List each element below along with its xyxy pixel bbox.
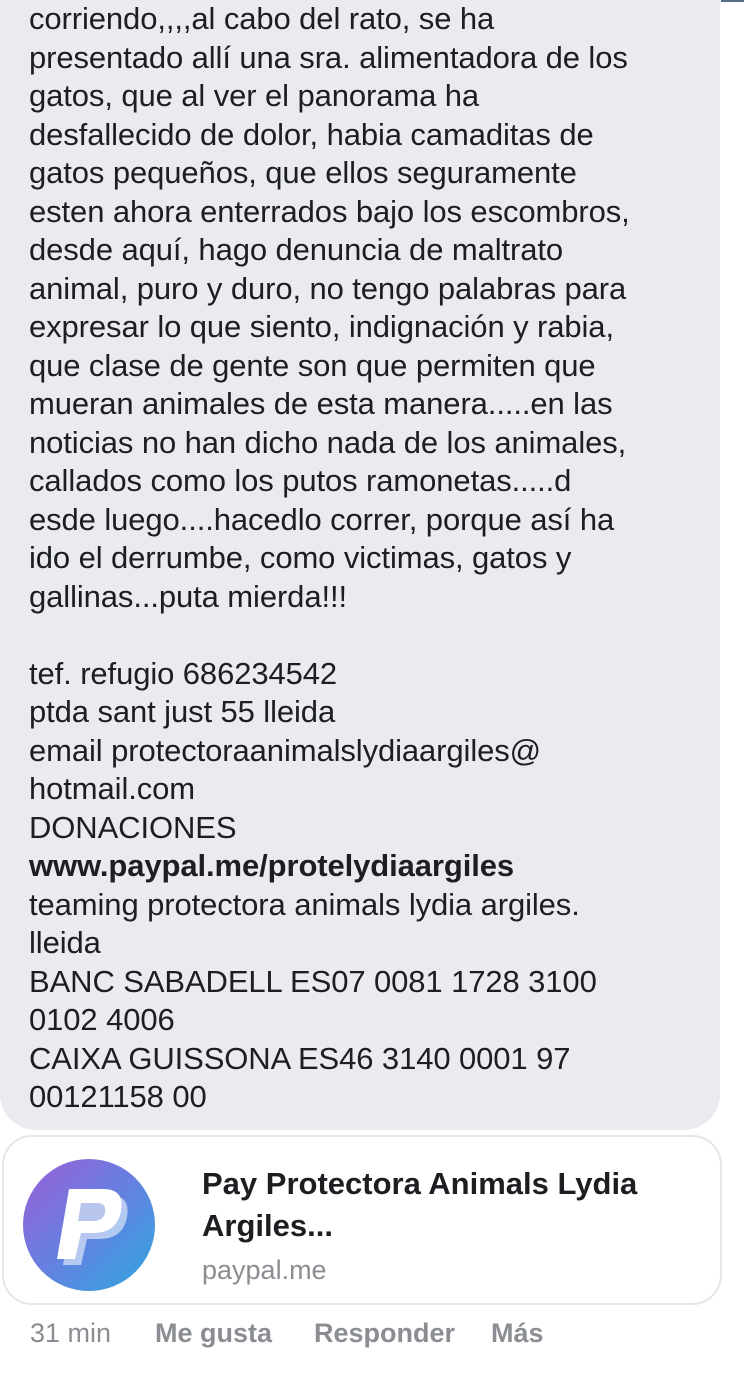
comment-line: gallinas...puta mierda!!! (29, 578, 348, 614)
teaming-line: teaming protectora animals lydia argiles. (29, 886, 580, 922)
paypal-logo-icon (23, 1159, 155, 1291)
like-button[interactable]: Me gusta (155, 1318, 273, 1348)
comment-line: expresar lo que siento, indignación y rabia, (29, 309, 614, 344)
comment-line: esde luego....hacedlo correr, porque así ha (29, 501, 615, 537)
donations-heading: DONACIONES (29, 809, 237, 845)
bank-sabadell: BANC SABADELL ES07 0081 1728 3100 (29, 963, 597, 999)
paypal-link[interactable]: www.paypal.me/protelydiaargiles (29, 848, 515, 883)
link-title-line[interactable]: Argiles... (202, 1208, 333, 1243)
comment-line: ido el derrumbe, como victimas, gatos y (29, 540, 572, 575)
comment-line: mueran animales de esta manera.....en las (29, 386, 613, 421)
comment-line: gatos pequeños, que ellos seguramente (29, 155, 577, 190)
link-preview-title[interactable] (202, 1163, 702, 1247)
bank-sabadell-cont: 0102 4006 (29, 1002, 175, 1037)
timestamp[interactable]: 31 min (30, 1318, 112, 1348)
comment-line: desde aquí, hago denuncia de maltrato (29, 232, 564, 267)
contact-address: ptda sant just 55 lleida (29, 694, 336, 729)
teaming-line-cont: lleida (29, 925, 101, 960)
bank-caixa-cont: 00121158 00 (29, 1079, 207, 1114)
comment-line: noticias no han dicho nada de los animales, (29, 424, 627, 460)
contact-email[interactable]: email protectoraanimalslydiaargiles@ (29, 732, 542, 768)
comment-line: esten ahora enterrados bajo los escombros, (29, 193, 630, 229)
bank-caixa: CAIXA GUISSONA ES46 3140 0001 97 (29, 1040, 571, 1076)
link-preview-card[interactable] (2, 1135, 722, 1305)
comment-line: animal, puro y duro, no tengo palabras para (29, 270, 627, 306)
more-button[interactable]: Más (491, 1318, 544, 1348)
contact-phone[interactable]: tef. refugio 686234542 (29, 655, 338, 691)
comment-line: desfallecido de dolor, habia camaditas de (29, 116, 594, 152)
comment-line: callados como los putos ramonetas.....d (29, 463, 572, 498)
link-title-line[interactable]: Pay Protectora Animals Lydia (202, 1166, 638, 1201)
comment-line: gatos, que al ver el panorama ha (29, 78, 480, 113)
contact-email-cont[interactable]: hotmail.com (29, 771, 196, 806)
link-preview-domain: paypal.me (202, 1255, 327, 1285)
comment-line: presentado allí una sra. alimentadora de los (29, 39, 628, 75)
comment-line: que clase de gente son que permiten que (29, 347, 596, 383)
comment-text (29, 0, 719, 1117)
blank-line (29, 616, 719, 655)
reply-button[interactable]: Responder (314, 1318, 456, 1348)
top-divider (721, 0, 744, 2)
comment-line: corriendo,,,,al cabo del rato, se ha (29, 1, 495, 36)
